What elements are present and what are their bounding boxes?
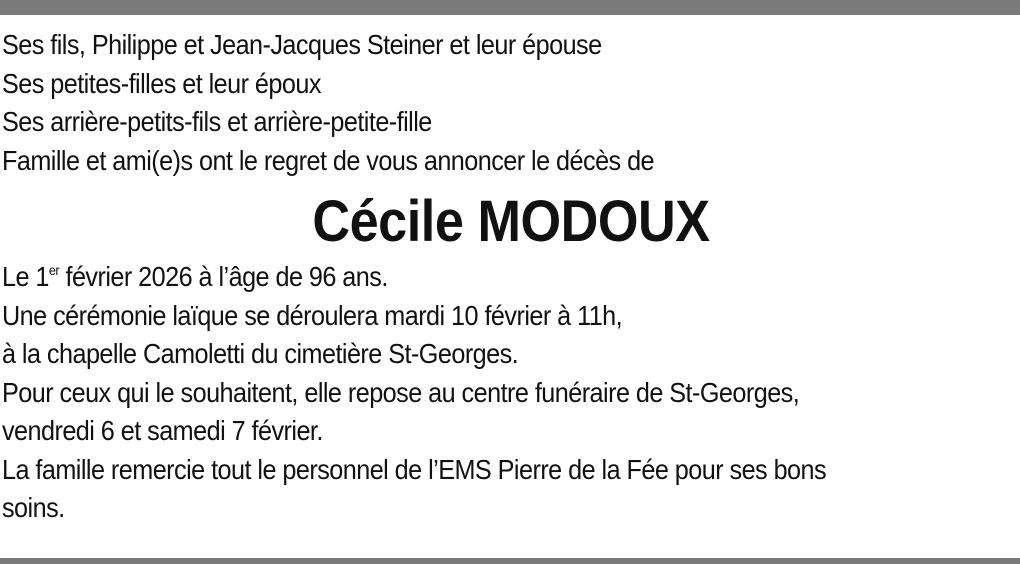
thanks-line-end: soins.: [2, 492, 65, 523]
family-line-sons: Ses fils, Philippe et Jean-Jacques Steiner et leur épouse: [2, 29, 602, 60]
deceased-name: Cécile MODOUX: [312, 189, 710, 254]
thanks-line: La famille remercie tout le personnel de l’EMS Pierre de la Fée pour ses bons: [2, 453, 827, 485]
family-line-granddaughters: Ses petites-filles et leur époux: [2, 67, 321, 99]
obituary-notice: [2, 26, 1020, 528]
announcement-line: Famille et ami(e)s ont le regret de vous annoncer le décès de: [2, 144, 655, 176]
top-border-bar: [0, 0, 1020, 15]
date-prefix: Le 1: [2, 261, 49, 292]
family-line-great-grandchildren: Ses arrière-petits-fils et arrière-petite-fille: [2, 106, 432, 137]
funeral-home-line: Pour ceux qui le souhaitent, elle repose au centre funéraire de St-Georges,: [2, 376, 800, 408]
date-of-death-line: [2, 258, 918, 297]
ceremony-location-line: à la chapelle Camoletti du cimetière St-Georges.: [2, 338, 519, 369]
funeral-home-dates-line: vendredi 6 et samedi 7 février.: [2, 415, 323, 446]
date-ordinal-superscript: er: [48, 262, 60, 278]
bottom-border-bar: [0, 558, 1020, 564]
ceremony-line: Une cérémonie laïque se déroulera mardi 10 février à 11h,: [2, 299, 623, 331]
date-suffix: février 2026 à l’âge de 96 ans.: [59, 261, 388, 292]
